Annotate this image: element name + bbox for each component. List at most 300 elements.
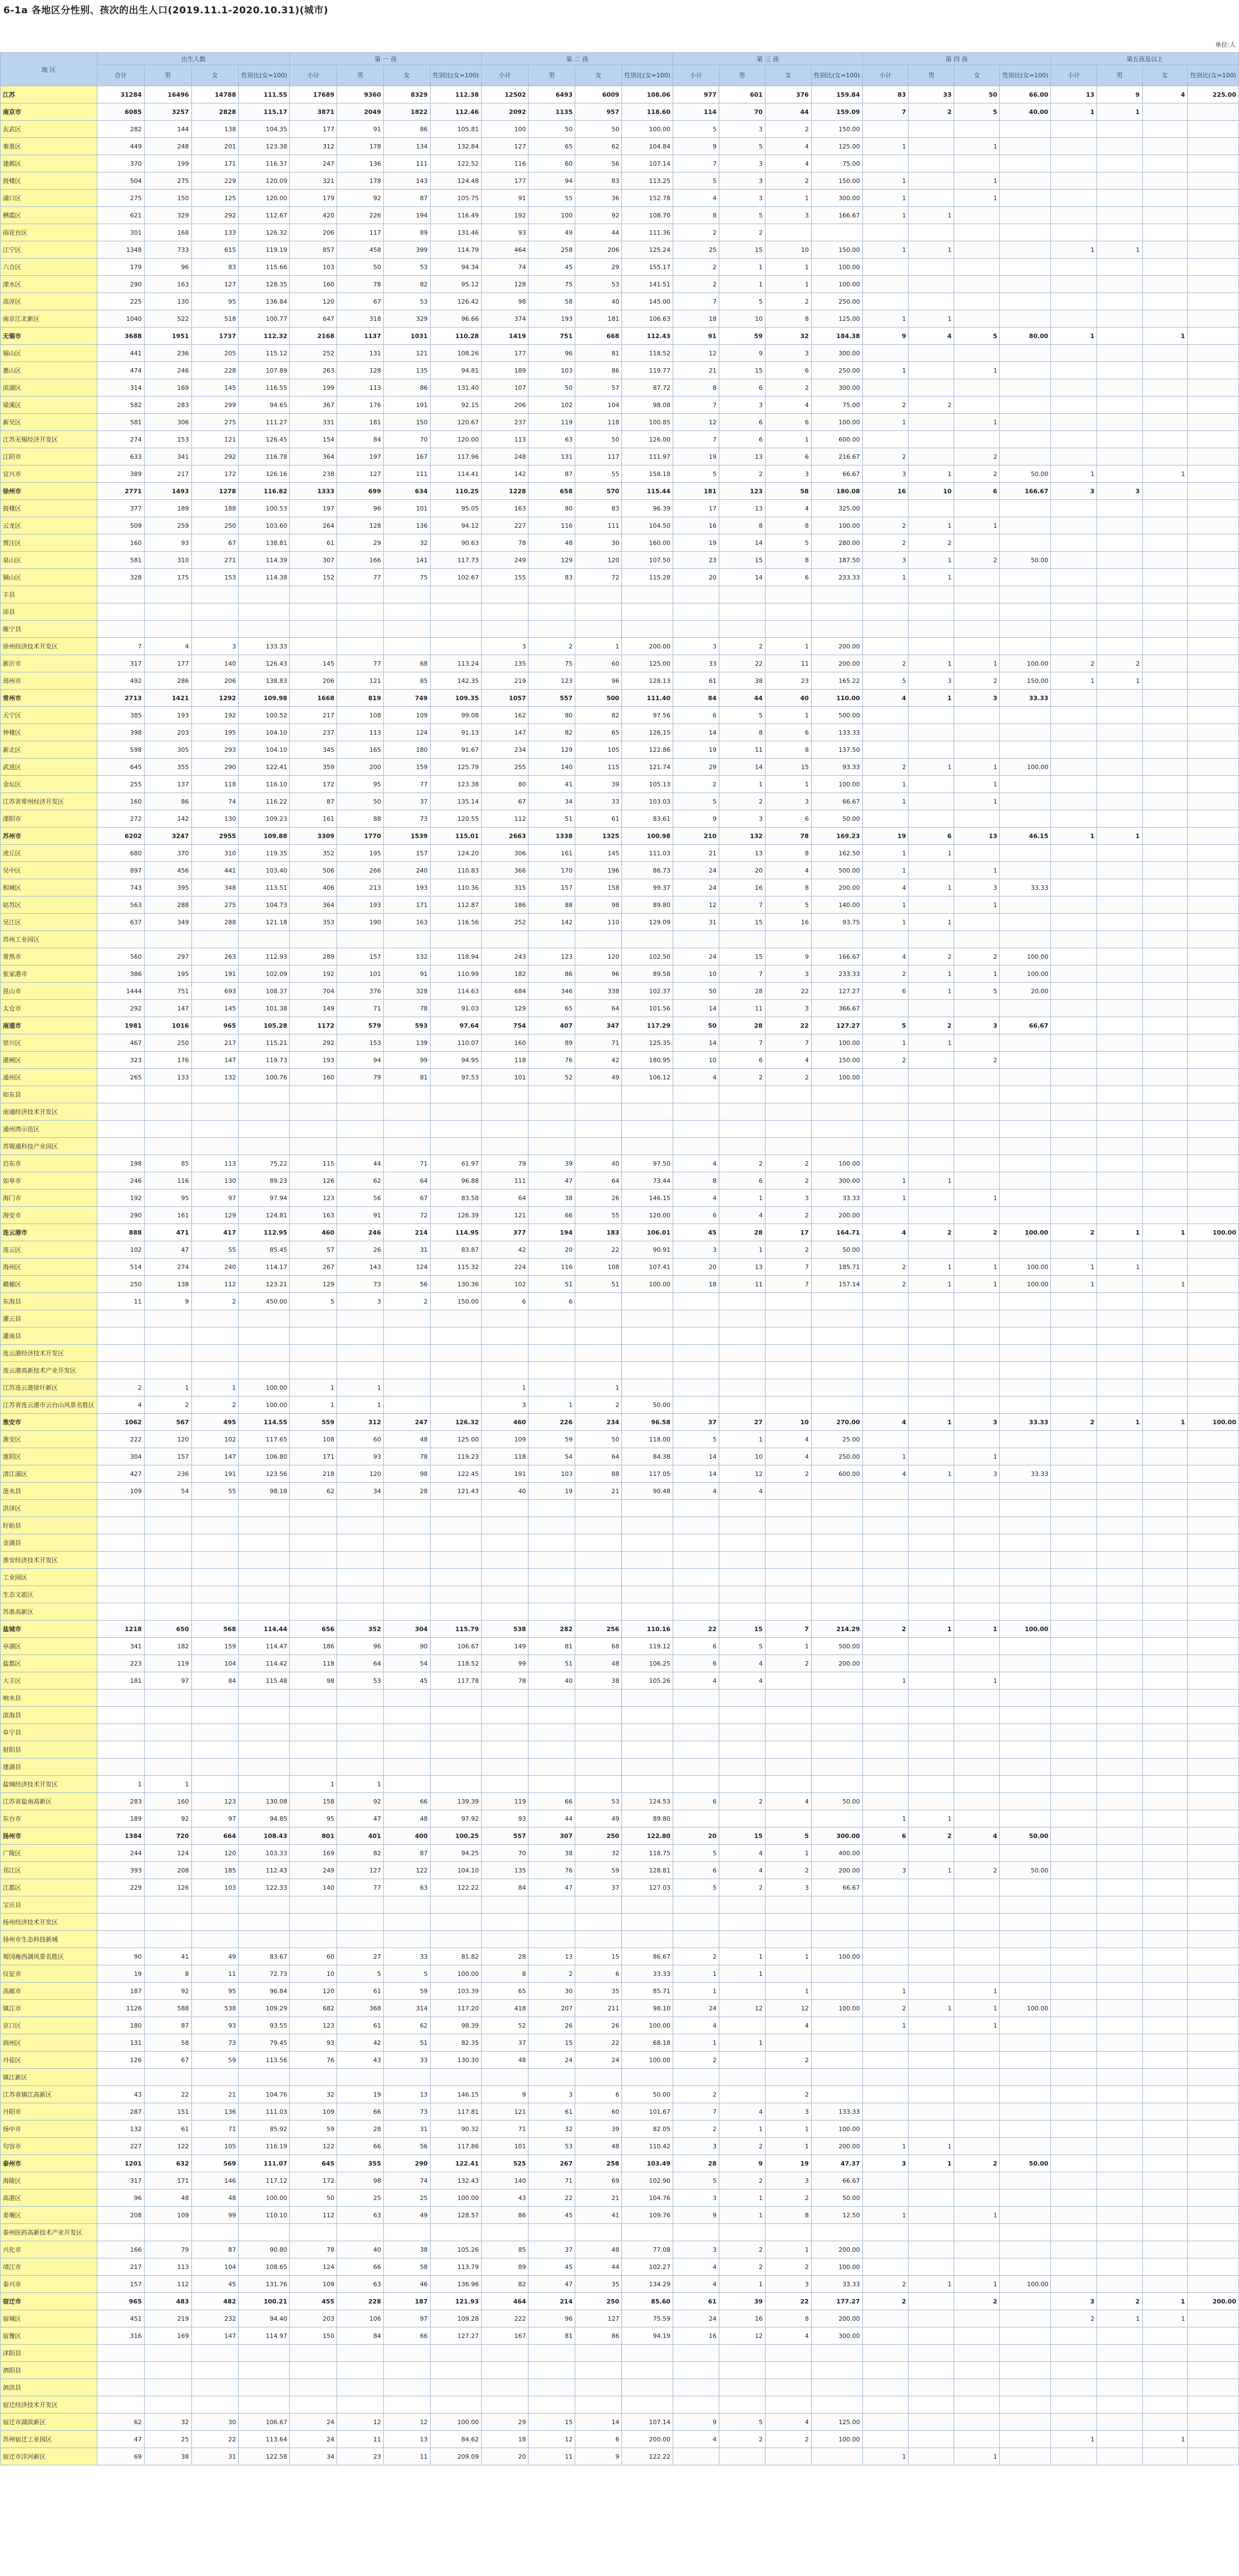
table-cell: 91 <box>337 121 384 138</box>
table-cell <box>1000 862 1051 879</box>
table-cell <box>575 1586 622 1603</box>
table-cell: 179 <box>290 190 337 207</box>
table-cell <box>954 207 1000 224</box>
table-cell <box>239 1534 290 1552</box>
table-cell: 117 <box>337 224 384 241</box>
table-cell <box>290 586 337 603</box>
table-cell <box>954 2327 1000 2345</box>
table-cell <box>1051 1155 1097 1172</box>
table-cell <box>1000 569 1051 586</box>
table-cell: 13 <box>719 1259 765 1276</box>
table-cell: 9 <box>673 2414 719 2431</box>
table-cell <box>1097 1241 1142 1259</box>
table-cell: 400 <box>383 1827 430 1845</box>
table-cell: 84.62 <box>430 2431 481 2448</box>
region-name: 东台市 <box>1 1810 97 1827</box>
table-cell <box>529 1103 575 1121</box>
table-cell: 63 <box>383 1879 430 1896</box>
region-name: 灌南县 <box>1 1327 97 1345</box>
table-cell <box>1142 1776 1187 1793</box>
table-cell <box>1097 1362 1142 1379</box>
region-name: 宿豫区 <box>1 2327 97 2345</box>
table-cell <box>1188 2362 1239 2379</box>
table-cell: 704 <box>290 983 337 1000</box>
table-cell: 130 <box>191 1172 239 1190</box>
table-cell <box>1097 2207 1142 2224</box>
table-cell <box>1000 1707 1051 1724</box>
table-cell: 104.35 <box>239 121 290 138</box>
table-cell <box>673 1690 719 1707</box>
table-cell: 5 <box>765 896 811 914</box>
table-row <box>1 1086 1239 1103</box>
table-cell: 19 <box>337 2086 384 2103</box>
table-cell: 801 <box>290 1827 337 1845</box>
table-cell: 94.65 <box>239 397 290 414</box>
table-cell <box>1000 1379 1051 1396</box>
table-cell: 120.00 <box>622 1207 673 1224</box>
table-cell <box>954 121 1000 138</box>
table-cell <box>811 2345 862 2362</box>
table-cell: 2 <box>765 1172 811 1190</box>
table-cell: 1135 <box>529 103 575 121</box>
table-cell <box>1000 1345 1051 1362</box>
table-row <box>1 759 1239 776</box>
table-cell: 100.25 <box>430 1827 481 1845</box>
table-cell: 101 <box>481 2138 529 2155</box>
table-cell <box>1142 138 1187 155</box>
table-cell <box>1188 1517 1239 1534</box>
table-cell: 94 <box>337 1052 384 1069</box>
table-cell: 4 <box>765 862 811 879</box>
table-cell <box>909 1379 954 1396</box>
table-cell: 78 <box>481 534 529 552</box>
table-cell <box>1188 2052 1239 2069</box>
table-cell: 97.53 <box>430 1069 481 1086</box>
table-cell <box>481 1517 529 1534</box>
table-cell <box>481 1776 529 1793</box>
table-cell <box>862 2241 909 2258</box>
table-cell: 91 <box>383 965 430 983</box>
table-cell: 120.55 <box>430 810 481 828</box>
table-cell <box>954 2121 1000 2138</box>
table-cell <box>1051 1569 1097 1586</box>
table-cell <box>337 2069 384 2086</box>
table-cell: 3 <box>765 1879 811 1896</box>
table-cell: 103.33 <box>239 1845 290 1862</box>
table-cell: 97.94 <box>239 1190 290 1207</box>
table-cell: 495 <box>191 1414 239 1431</box>
table-cell: 184.38 <box>811 328 862 345</box>
table-cell <box>1051 1655 1097 1672</box>
table-cell: 4 <box>719 2103 765 2121</box>
table-cell <box>1188 638 1239 655</box>
table-cell: 13 <box>954 828 1000 845</box>
table-cell: 2 <box>909 1827 954 1845</box>
table-cell <box>811 1379 862 1396</box>
table-row <box>1 2310 1239 2327</box>
table-cell: 246 <box>97 1172 145 1190</box>
table-cell: 1 <box>1142 328 1187 345</box>
table-cell: 255 <box>481 759 529 776</box>
table-cell: 581 <box>97 552 145 569</box>
table-cell <box>1142 2069 1187 2086</box>
table-cell: 292 <box>191 448 239 465</box>
table-cell: 86 <box>575 362 622 379</box>
table-cell: 81 <box>575 345 622 362</box>
table-cell: 557 <box>481 1827 529 1845</box>
table-cell: 2 <box>765 1241 811 1259</box>
table-cell: 6 <box>862 983 909 1000</box>
table-cell <box>575 1327 622 1345</box>
table-cell: 2 <box>909 948 954 965</box>
table-cell <box>1097 1690 1142 1707</box>
table-cell: 14 <box>673 1034 719 1052</box>
table-cell <box>862 2310 909 2327</box>
table-cell <box>719 1500 765 1517</box>
table-cell <box>1000 1776 1051 1793</box>
table-row <box>1 724 1239 741</box>
table-cell: 471 <box>144 1224 191 1241</box>
table-cell <box>1051 1293 1097 1310</box>
region-name: 滨海县 <box>1 1707 97 1724</box>
table-cell <box>1097 1603 1142 1621</box>
table-cell <box>719 1896 765 1914</box>
table-cell: 71 <box>481 2121 529 2138</box>
table-cell <box>1188 1310 1239 1327</box>
table-cell: 12 <box>765 2000 811 2017</box>
table-cell <box>1097 1465 1142 1483</box>
table-cell <box>337 1931 384 1948</box>
table-row <box>1 1103 1239 1121</box>
table-cell: 1 <box>481 1379 529 1396</box>
table-cell: 96.39 <box>622 500 673 517</box>
table-cell: 288 <box>191 914 239 931</box>
table-cell <box>1051 896 1097 914</box>
table-row <box>1 86 1239 103</box>
table-cell <box>1097 2431 1142 2448</box>
table-cell <box>622 1758 673 1776</box>
table-cell <box>719 603 765 621</box>
table-cell: 100.21 <box>239 2293 290 2310</box>
table-cell: 16496 <box>144 86 191 103</box>
table-cell: 1419 <box>481 328 529 345</box>
table-cell: 119 <box>144 1655 191 1672</box>
table-cell <box>383 621 430 638</box>
table-cell: 255 <box>97 776 145 793</box>
table-cell: 3 <box>719 172 765 190</box>
table-cell: 3 <box>862 1862 909 1879</box>
region-name: 泰兴市 <box>1 2276 97 2293</box>
table-cell <box>1097 1155 1142 1172</box>
table-cell: 4 <box>719 1207 765 1224</box>
table-cell: 1 <box>1051 828 1097 845</box>
table-row <box>1 2241 1239 2258</box>
table-cell: 181 <box>673 483 719 500</box>
table-cell <box>1188 2396 1239 2414</box>
table-cell: 149 <box>290 1000 337 1017</box>
table-cell: 275 <box>191 414 239 431</box>
table-cell <box>290 2379 337 2396</box>
table-cell: 113 <box>337 724 384 741</box>
table-cell <box>622 603 673 621</box>
table-cell <box>1188 2069 1239 2086</box>
table-cell: 115.79 <box>430 1621 481 1638</box>
table-cell <box>1051 1345 1097 1362</box>
table-cell <box>909 1948 954 1965</box>
table-cell <box>529 1569 575 1586</box>
table-cell: 124 <box>144 1845 191 1862</box>
table-cell <box>954 397 1000 414</box>
table-cell <box>1188 397 1239 414</box>
table-cell <box>239 1776 290 1793</box>
table-cell <box>1051 379 1097 397</box>
table-cell <box>954 1914 1000 1931</box>
table-cell: 135 <box>383 362 430 379</box>
table-cell: 1 <box>954 862 1000 879</box>
table-cell <box>481 1121 529 1138</box>
table-row <box>1 1224 1239 1241</box>
table-cell <box>383 2396 430 2414</box>
table-cell <box>97 2069 145 2086</box>
table-cell: 33 <box>383 1948 430 1965</box>
table-cell: 1951 <box>144 328 191 345</box>
table-cell: 100.00 <box>1000 1259 1051 1276</box>
table-cell: 125.00 <box>811 138 862 155</box>
table-cell: 54 <box>144 1483 191 1500</box>
table-cell <box>862 2103 909 2121</box>
table-row <box>1 1948 1239 1965</box>
table-row <box>1 241 1239 259</box>
table-cell: 113.64 <box>239 2431 290 2448</box>
table-cell: 33 <box>909 86 954 103</box>
table-cell: 1 <box>862 1190 909 1207</box>
table-cell: 21 <box>673 362 719 379</box>
table-cell: 50.00 <box>1000 465 1051 483</box>
table-cell: 100.00 <box>811 1948 862 1965</box>
table-cell: 2 <box>862 2000 909 2017</box>
table-cell <box>1097 948 1142 965</box>
region-name: 泰州医药高新技术产业开发区 <box>1 2224 97 2241</box>
table-cell <box>1142 2362 1187 2379</box>
table-cell: 10 <box>765 1414 811 1431</box>
table-cell <box>862 2362 909 2379</box>
table-cell <box>1051 603 1097 621</box>
table-row <box>1 552 1239 569</box>
table-cell <box>1097 1327 1142 1345</box>
table-cell: 1 <box>909 1276 954 1293</box>
table-cell: 14 <box>673 724 719 741</box>
table-cell <box>1188 362 1239 379</box>
region-name: 金坛区 <box>1 776 97 793</box>
table-cell: 1 <box>862 1672 909 1690</box>
table-cell: 60 <box>290 1948 337 1965</box>
table-cell <box>575 2069 622 2086</box>
table-cell <box>1000 707 1051 724</box>
region-name: 句容市 <box>1 2138 97 2155</box>
table-cell: 109.29 <box>239 2000 290 2017</box>
table-cell <box>144 2396 191 2414</box>
table-cell: 3 <box>765 465 811 483</box>
table-cell <box>1000 1190 1051 1207</box>
table-cell <box>1188 1741 1239 1758</box>
table-cell: 1539 <box>383 828 430 845</box>
table-cell: 32 <box>765 328 811 345</box>
table-cell: 1 <box>909 2138 954 2155</box>
table-cell <box>481 1345 529 1362</box>
table-cell <box>1142 1965 1187 1983</box>
table-cell <box>1097 534 1142 552</box>
table-cell <box>909 2224 954 2241</box>
table-cell: 310 <box>144 552 191 569</box>
table-cell: 2 <box>673 224 719 241</box>
table-cell <box>719 1776 765 1793</box>
table-cell <box>1000 500 1051 517</box>
table-cell <box>1188 603 1239 621</box>
table-cell: 90 <box>97 1948 145 1965</box>
table-cell: 6 <box>575 2431 622 2448</box>
table-cell <box>1097 759 1142 776</box>
table-cell <box>719 2086 765 2103</box>
table-cell: 359 <box>290 759 337 776</box>
table-cell: 1 <box>909 1862 954 1879</box>
table-cell <box>765 1121 811 1138</box>
table-cell: 85 <box>383 672 430 690</box>
table-cell <box>1000 1586 1051 1603</box>
table-cell: 6 <box>719 1052 765 1069</box>
table-cell <box>239 1896 290 1914</box>
table-cell: 321 <box>290 172 337 190</box>
table-cell: 132 <box>719 828 765 845</box>
table-cell: 290 <box>97 276 145 293</box>
table-cell: 67 <box>383 1190 430 1207</box>
table-row <box>1 2189 1239 2207</box>
table-cell <box>909 1396 954 1414</box>
table-cell <box>862 431 909 448</box>
table-cell <box>383 586 430 603</box>
table-cell: 6 <box>765 569 811 586</box>
table-cell <box>622 1293 673 1310</box>
table-cell <box>430 1138 481 1155</box>
region-name: 相城区 <box>1 879 97 896</box>
table-cell <box>1000 2241 1051 2258</box>
table-cell <box>1142 2345 1187 2362</box>
table-cell: 100.00 <box>1000 965 1051 983</box>
table-cell: 11 <box>97 1293 145 1310</box>
table-cell <box>1188 1586 1239 1603</box>
table-cell: 1 <box>1051 328 1097 345</box>
table-cell <box>1051 2224 1097 2241</box>
table-cell: 3 <box>719 397 765 414</box>
table-cell <box>1000 1948 1051 1965</box>
table-row <box>1 310 1239 328</box>
table-cell: 81 <box>383 1069 430 1086</box>
table-cell <box>862 500 909 517</box>
table-cell: 39 <box>575 2121 622 2138</box>
table-cell: 100.00 <box>811 276 862 293</box>
table-cell <box>337 1327 384 1345</box>
table-cell <box>954 914 1000 931</box>
table-cell <box>575 1293 622 1310</box>
table-cell <box>1142 1172 1187 1190</box>
table-cell: 109.35 <box>430 690 481 707</box>
table-cell <box>290 1552 337 1569</box>
table-cell <box>862 1379 909 1396</box>
table-cell: 2 <box>862 534 909 552</box>
table-cell: 36 <box>575 190 622 207</box>
table-cell: 177 <box>481 345 529 362</box>
table-cell: 98 <box>383 1465 430 1483</box>
table-cell <box>1188 2431 1239 2448</box>
table-cell: 51 <box>529 1276 575 1293</box>
table-cell <box>1142 1655 1187 1672</box>
table-cell: 225.00 <box>1188 86 1239 103</box>
table-cell <box>673 586 719 603</box>
region-name: 苏淮高新区 <box>1 1603 97 1621</box>
table-cell: 16 <box>765 914 811 931</box>
table-cell: 24 <box>290 2431 337 2448</box>
table-cell: 393 <box>97 1862 145 1879</box>
table-cell: 118 <box>481 1448 529 1465</box>
table-cell: 101.67 <box>622 2103 673 2121</box>
table-cell: 114.39 <box>239 552 290 569</box>
table-cell: 24 <box>673 2310 719 2327</box>
table-cell: 315 <box>481 879 529 896</box>
table-cell <box>862 1103 909 1121</box>
table-cell: 200.00 <box>811 1862 862 1879</box>
table-cell <box>1097 414 1142 431</box>
table-cell <box>1097 1672 1142 1690</box>
table-cell: 66.67 <box>811 2172 862 2189</box>
table-cell <box>673 1362 719 1379</box>
table-cell: 97 <box>191 1190 239 1207</box>
table-cell <box>1097 2327 1142 2345</box>
table-row <box>1 517 1239 534</box>
table-cell: 99 <box>383 1052 430 1069</box>
table-cell: 525 <box>481 2155 529 2172</box>
table-cell: 100.00 <box>622 1276 673 1293</box>
table-cell: 19 <box>529 1483 575 1500</box>
table-cell: 2 <box>765 293 811 310</box>
table-cell <box>862 224 909 241</box>
table-cell <box>430 2362 481 2379</box>
table-cell <box>144 1758 191 1776</box>
table-cell: 247 <box>290 155 337 172</box>
table-cell: 170 <box>529 862 575 879</box>
table-cell <box>430 1121 481 1138</box>
table-cell <box>1188 1345 1239 1362</box>
table-cell <box>430 1396 481 1414</box>
table-cell <box>811 2034 862 2052</box>
table-cell: 325.00 <box>811 500 862 517</box>
table-cell: 3 <box>1097 483 1142 500</box>
table-cell <box>529 1931 575 1948</box>
table-cell: 77 <box>337 655 384 672</box>
table-cell: 449 <box>97 138 145 155</box>
table-cell <box>239 1569 290 1586</box>
table-cell: 6 <box>765 724 811 741</box>
table-cell: 47 <box>144 1241 191 1259</box>
table-cell: 130.30 <box>430 2052 481 2069</box>
table-cell: 11 <box>719 1276 765 1293</box>
table-row <box>1 810 1239 828</box>
table-cell: 15 <box>719 1621 765 1638</box>
table-cell <box>954 2086 1000 2103</box>
table-cell: 30 <box>191 2414 239 2431</box>
table-cell: 304 <box>97 1448 145 1465</box>
table-cell: 219 <box>481 672 529 690</box>
table-cell <box>862 1534 909 1552</box>
table-cell: 1 <box>673 2034 719 2052</box>
